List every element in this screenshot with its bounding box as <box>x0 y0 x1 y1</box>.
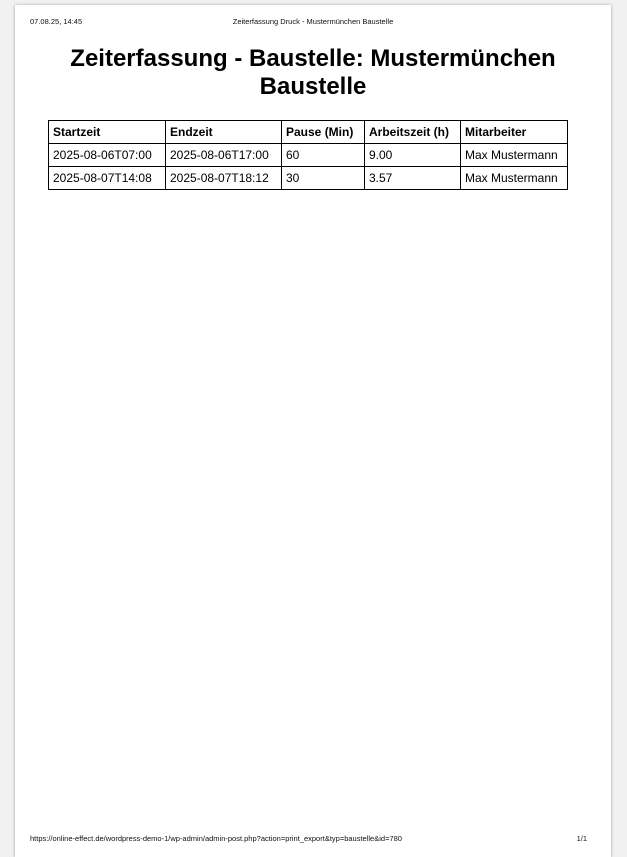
cell-work-hours: 9.00 <box>365 144 461 167</box>
table-row <box>49 167 568 190</box>
cell-employee: Max Mustermann <box>461 144 568 167</box>
print-footer-page-number: 1/1 <box>576 834 587 843</box>
cell-end: 2025-08-07T18:12 <box>166 167 282 190</box>
cell-work-hours: 3.57 <box>365 167 461 190</box>
column-header-start: Startzeit <box>49 121 166 144</box>
column-header-end: Endzeit <box>166 121 282 144</box>
cell-end: 2025-08-06T17:00 <box>166 144 282 167</box>
time-entries-table <box>48 120 568 190</box>
cell-pause: 30 <box>282 167 365 190</box>
document-title: Zeiterfassung - Baustelle: Mustermünchen Baustelle <box>70 45 556 100</box>
print-page <box>15 5 611 857</box>
column-header-employee: Mitarbeiter <box>461 121 568 144</box>
cell-employee: Max Mustermann <box>461 167 568 190</box>
print-footer-url: https://online-effect.de/wordpress-demo-1/wp-admin/admin-post.php?action=print_export&typ=baustelle&id=780 <box>30 834 402 843</box>
cell-start: 2025-08-07T14:08 <box>49 167 166 190</box>
column-header-pause: Pause (Min) <box>282 121 365 144</box>
table-header-row <box>49 121 568 144</box>
cell-pause: 60 <box>282 144 365 167</box>
column-header-work-hours: Arbeitszeit (h) <box>365 121 461 144</box>
table-row <box>49 144 568 167</box>
print-header-title: Zeiterfassung Druck - Mustermünchen Baustelle <box>232 17 394 26</box>
print-header-date: 07.08.25, 14:45 <box>30 17 83 26</box>
cell-start: 2025-08-06T07:00 <box>49 144 166 167</box>
